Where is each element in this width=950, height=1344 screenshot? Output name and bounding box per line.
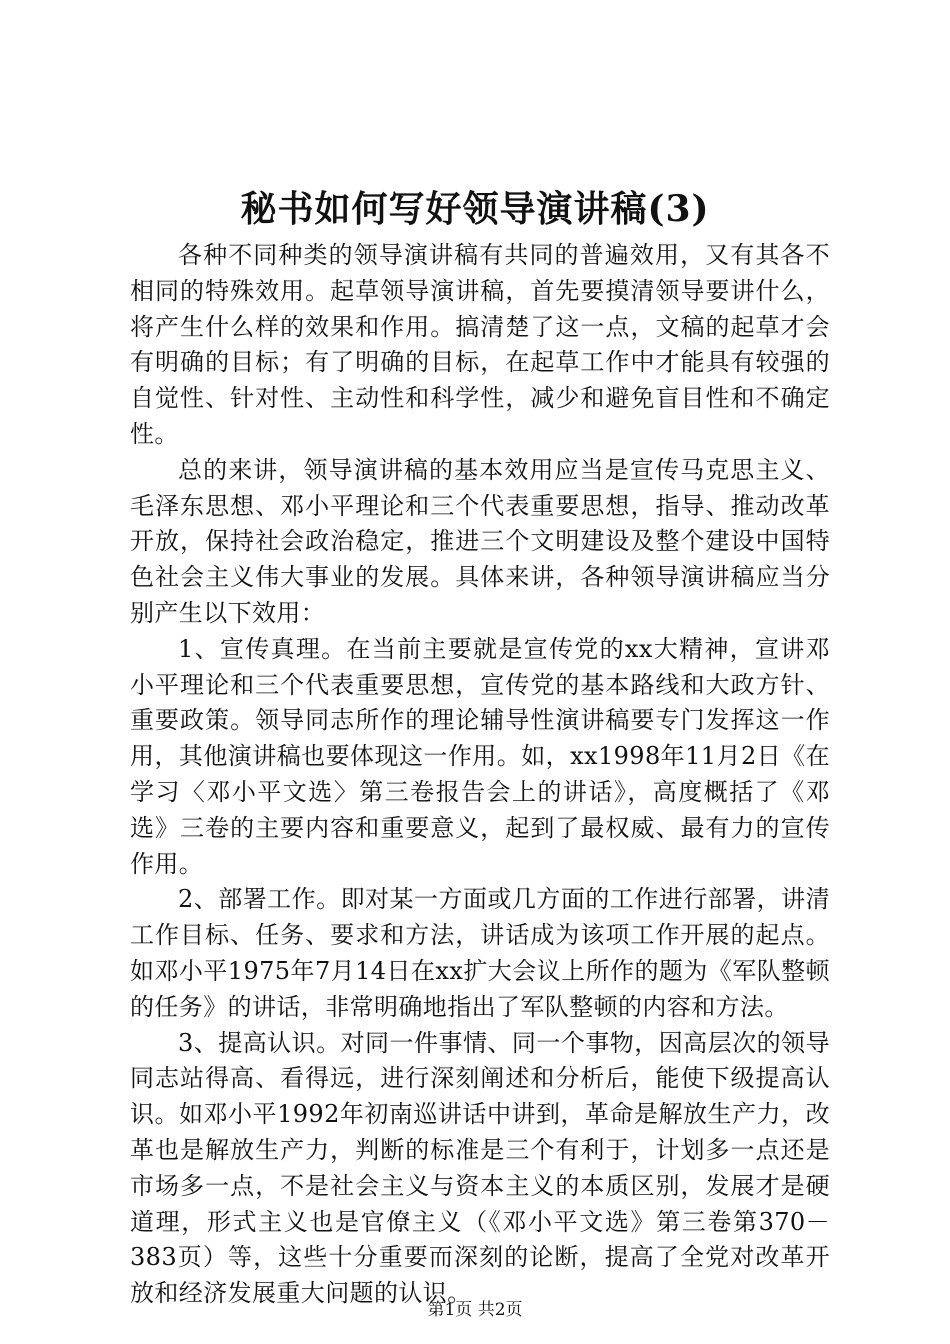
paragraph: 3、提高认识。对同一件事情、同一个事物，因高层次的领导同志站得高、看得远，进行深刻阐述和分析后，能使下级提高认识。如邓小平1992年初南巡讲话中讲到，革命是解放生产力，改革也是解放生产力，判断的标准是三个有利于，计划多一点还是市场多一点，不是社会主义与资本主义的本质区别，发展才是硬道理，形式主义也是官僚主义（《邓小平文选》第三卷第370－383页）等，这些十分重要而深刻的论断，提高了全党对改革开放和经济发展重大问题的认识。 xyxy=(130,1028,830,1308)
paragraph: 2、部署工作。即对某一方面或几方面的工作进行部署，讲清工作目标、任务、要求和方法，讲话成为该项工作开展的起点。如邓小平1975年7月14日在xx扩大会议上所作的题为《军队整顿的任务》的讲话，非常明确地指出了军队整顿的内容和方法。 xyxy=(130,885,830,1021)
paragraph: 1、宣传真理。在当前主要就是宣传党的xx大精神，宣讲邓小平理论和三个代表重要思想，宣传党的基本路线和大政方针、重要政策。领导同志所作的理论辅导性演讲稿要专门发挥这一作用，其他演讲稿也要体现这一作用。如，xx1998年11月2日《在学习〈邓小平文选〉第三卷报告会上的讲话》，高度概括了《邓选》三卷的主要内容和重要意义，起到了最权威、最有力的宣传作用。 xyxy=(130,634,830,878)
paragraph: 总的来讲，领导演讲稿的基本效用应当是宣传马克思主义、毛泽东思想、邓小平理论和三个代表重要思想，指导、推动改革开放，保持社会政治稳定，推进三个文明建设及整个建设中国特色社会主义伟大事业的发展。具体来讲，各种领导演讲稿应当分别产生以下效用： xyxy=(130,455,830,627)
paragraph: 各种不同种类的领导演讲稿有共同的普遍效用，又有其各不相同的特殊效用。起草领导演讲稿，首先要摸清领导要讲什么，将产生什么样的效果和作用。搞清楚了这一点，文稿的起草才会有明确的目标；有了明确的目标，在起草工作中才能具有较强的自觉性、针对性、主动性和科学性，减少和避免盲目性和不确定性。 xyxy=(130,241,830,448)
document-title: 秘书如何写好领导演讲稿(3) xyxy=(240,188,710,230)
page-number-footer: 第1页 共2页 xyxy=(427,1300,523,1320)
document-body xyxy=(130,238,830,1312)
